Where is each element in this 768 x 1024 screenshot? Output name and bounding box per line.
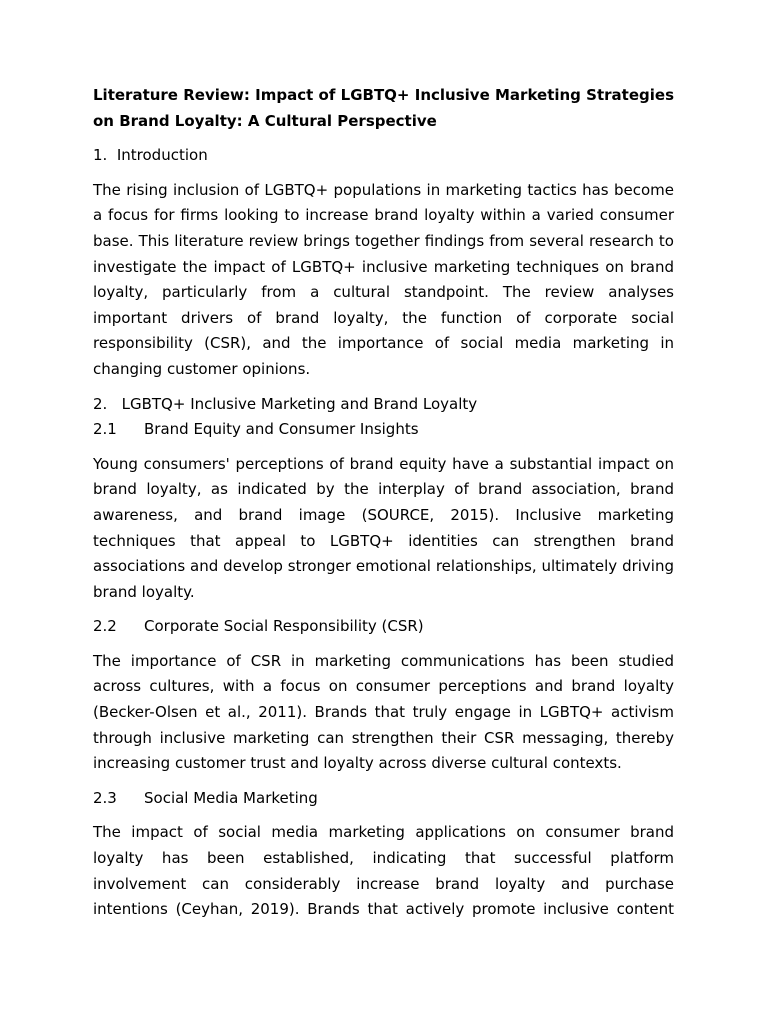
paragraph-introduction: The rising inclusion of LGBTQ+ populations in marketing tactics has become a focus for firms looking to increase brand loyalty within a varied consumer base. This literature review brings together findings from several research to investigate the impact of LGBTQ+ inclusive marketing techniques on brand loyalty, particularly from a cultural standpoint. The review analyses important drivers of brand loyalty, the function of corporate social responsibility (CSR), and the importance of social media marketing in changing customer opinions. (93, 180, 674, 378)
section-heading-introduction (93, 143, 674, 169)
subsection-number: 2.3 (93, 788, 117, 807)
subsection-title: Brand Equity and Consumer Insights (144, 420, 419, 439)
section-number: 2. (93, 394, 108, 413)
subsection-number: 2.2 (93, 617, 117, 636)
subsection-heading-brand-equity (93, 417, 674, 443)
paragraph-brand-equity: Young consumers' perceptions of brand equity have a substantial impact on brand loyalty, as indicated by the interplay of brand association, brand awareness, and brand image (SOURCE, 2015). Inclusive marketing techniques that appeal to LGBTQ+ identities can strengthen brand associations and develop stronger emotional relationships, ultimately driving brand loyalty. (93, 454, 674, 601)
subsection-title: Corporate Social Responsibility (CSR) (144, 617, 424, 636)
section-title: Introduction (116, 146, 208, 165)
subsection-number: 2.1 (93, 420, 117, 439)
section-number: 1. (93, 146, 108, 165)
paragraph-social-media: The impact of social media marketing applications on consumer brand loyalty has been established, indicating that successful platform involvement can considerably increase brand loyalty and purchase intentions (Ceyhan, 2019). Brands that actively promote inclusive content (93, 823, 674, 919)
document-title: Literature Review: Impact of LGBTQ+ Inclusive Marketing Strategies on Brand Loyalty: A Cultural Perspective (93, 86, 674, 130)
section-heading-inclusive-marketing (93, 392, 674, 418)
section-title: LGBTQ+ Inclusive Marketing and Brand Loyalty (121, 394, 478, 413)
document-page (93, 83, 674, 932)
subsection-heading-csr (93, 614, 674, 640)
paragraph-csr: The importance of CSR in marketing communications has been studied across cultures, with a focus on consumer perceptions and brand loyalty (Becker-Olsen et al., 2011). Brands that truly engage in LGBTQ+ activism through inclusive marketing can strengthen their CSR messaging, thereby increasing customer trust and loyalty across diverse cultural contexts. (93, 651, 674, 773)
subsection-heading-social-media (93, 786, 674, 812)
subsection-title: Social Media Marketing (144, 788, 318, 807)
